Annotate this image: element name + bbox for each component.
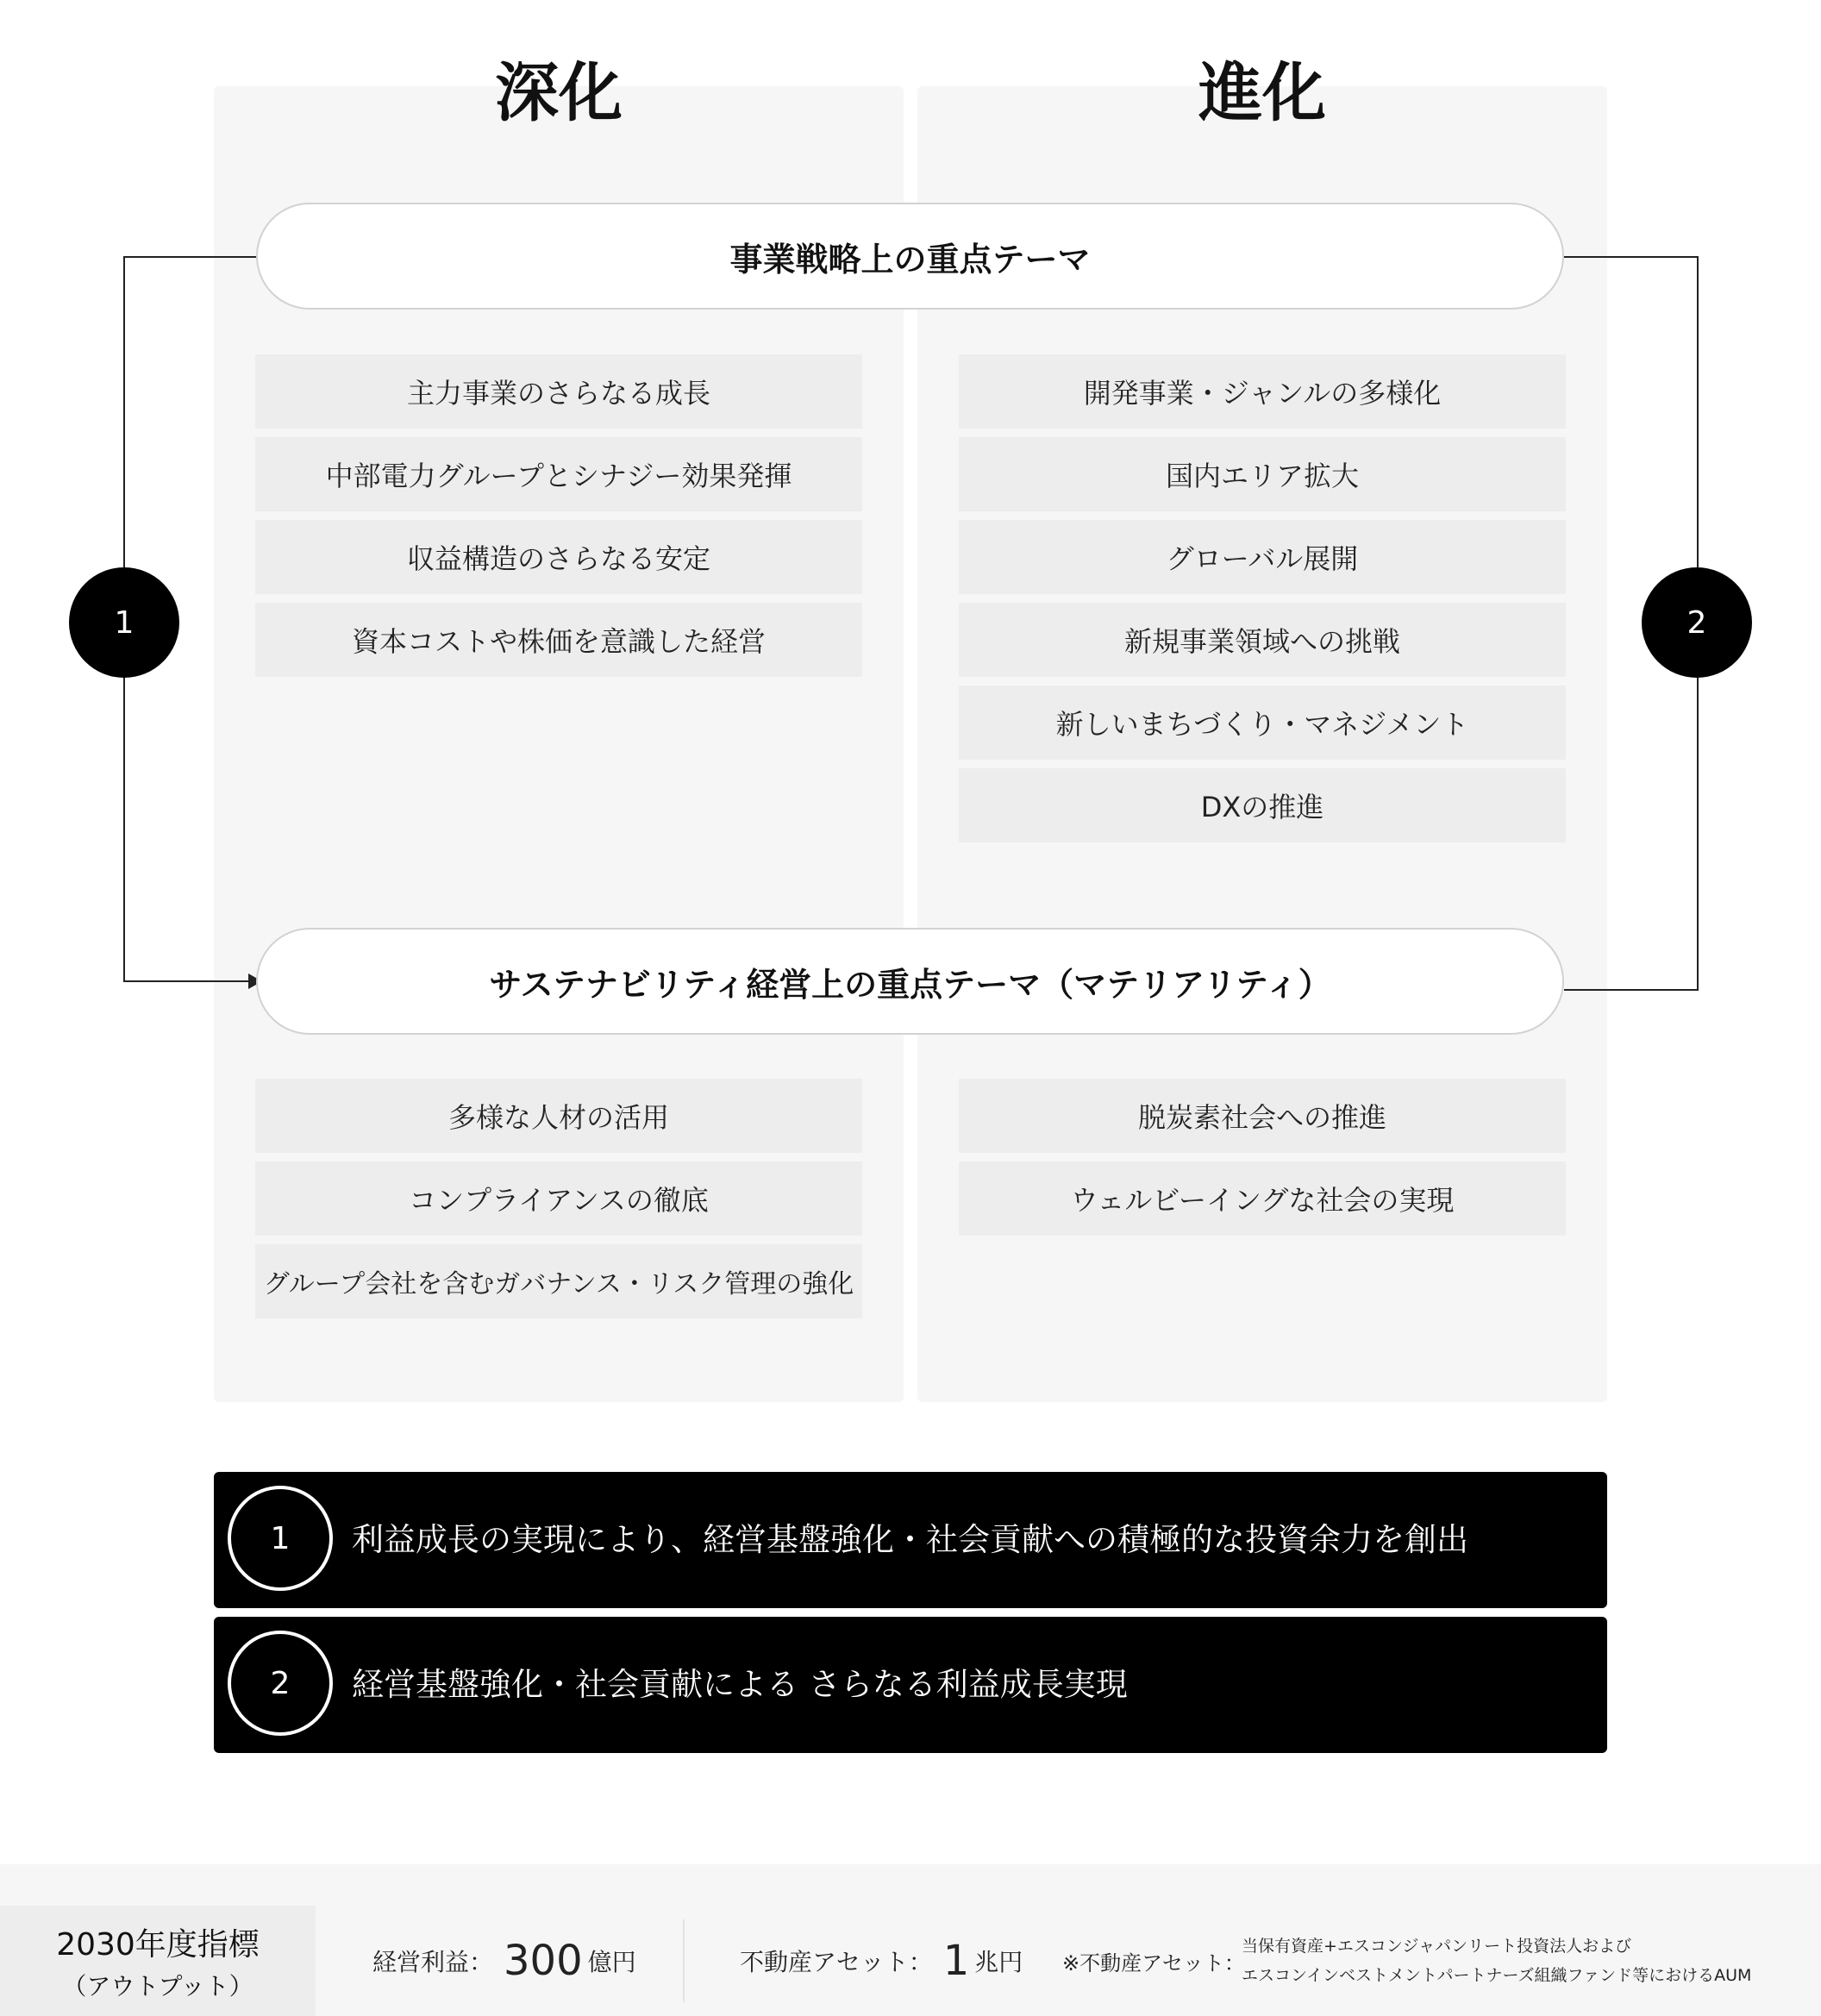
indicator-label-year: 2030年度指標 [56,1926,260,1963]
business-themes-heading: 事業戦略上の重点テーマ [256,203,1564,310]
result-number-2: 2 [228,1631,333,1736]
result-text-1: 利益成長の実現により、経営基盤強化・社会貢献への積極的な投資余力を創出 [352,1521,1468,1558]
result-text-2: 経営基盤強化・社会貢献による さらなる利益成長実現 [352,1666,1128,1703]
right-materiality-item: 脱炭素社会への推進 [959,1079,1566,1153]
left-column-title: 深化 [495,56,623,130]
footnote-text [1242,1931,1751,1990]
result-bar-2 [214,1617,1607,1753]
left-connector-bottom [123,980,249,982]
footer-indicators [0,1906,1821,2016]
left-materiality-item: グループ会社を含むガバナンス・リスク管理の強化 [255,1244,862,1318]
left-business-item: 資本コストや株価を意識した経営 [255,603,862,677]
indicator-label [0,1906,316,2016]
footer-divider [683,1919,685,2002]
right-business-item: 新しいまちづくり・マネジメント [959,686,1566,760]
metric-assets-unit: 兆円 [974,1948,1023,1976]
right-business-item: 開発事業・ジャンルの多様化 [959,354,1566,429]
left-materiality-item: コンプライアンスの徹底 [255,1161,862,1236]
result-number-1: 1 [228,1486,333,1591]
right-column-title: 進化 [1198,56,1326,130]
footnote-line-2: エスコンインベストメントパートナーズ組織ファンド等におけるAUM [1242,1966,1752,1985]
metric-profit-label: 経営利益： [372,1948,494,1976]
indicator-label-sub: （アウトプット） [62,1971,253,2000]
metric-profit-value: 300 [504,1937,583,1985]
cycle-marker-1: 1 [69,567,179,678]
right-business-item: 国内エリア拡大 [959,437,1566,511]
left-business-item: 主力事業のさらなる成長 [255,354,862,429]
right-connector-bottom [1564,989,1699,991]
right-business-item: DXの推進 [959,768,1566,842]
right-business-item: グローバル展開 [959,520,1566,594]
left-connector-top [123,256,258,258]
right-business-item: 新規事業領域への挑戦 [959,603,1566,677]
sustainability-themes-heading: サステナビリティ経営上の重点テーマ（マテリアリティ） [256,928,1564,1035]
metric-assets-label: 不動産アセット： [740,1948,933,1976]
left-materiality-item: 多様な人材の活用 [255,1079,862,1153]
right-connector-top [1564,256,1699,258]
footnote-label: ※不動産アセット： [1062,1950,1245,1975]
metric-operating-profit [372,1906,636,2016]
left-business-item: 収益構造のさらなる安定 [255,520,862,594]
metric-profit-unit: 億円 [587,1948,636,1976]
result-bar-1 [214,1472,1607,1608]
metric-real-estate-assets [740,1906,1023,2016]
footnote-line-1: 当保有資産+エスコンジャパンリート投資法人および [1242,1937,1632,1956]
metric-assets-value: 1 [942,1937,970,1985]
footer-top-strip [0,1864,1821,1906]
cycle-marker-2: 2 [1642,567,1752,678]
left-business-item: 中部電力グループとシナジー効果発揮 [255,437,862,511]
right-materiality-item: ウェルビーイングな社会の実現 [959,1161,1566,1236]
